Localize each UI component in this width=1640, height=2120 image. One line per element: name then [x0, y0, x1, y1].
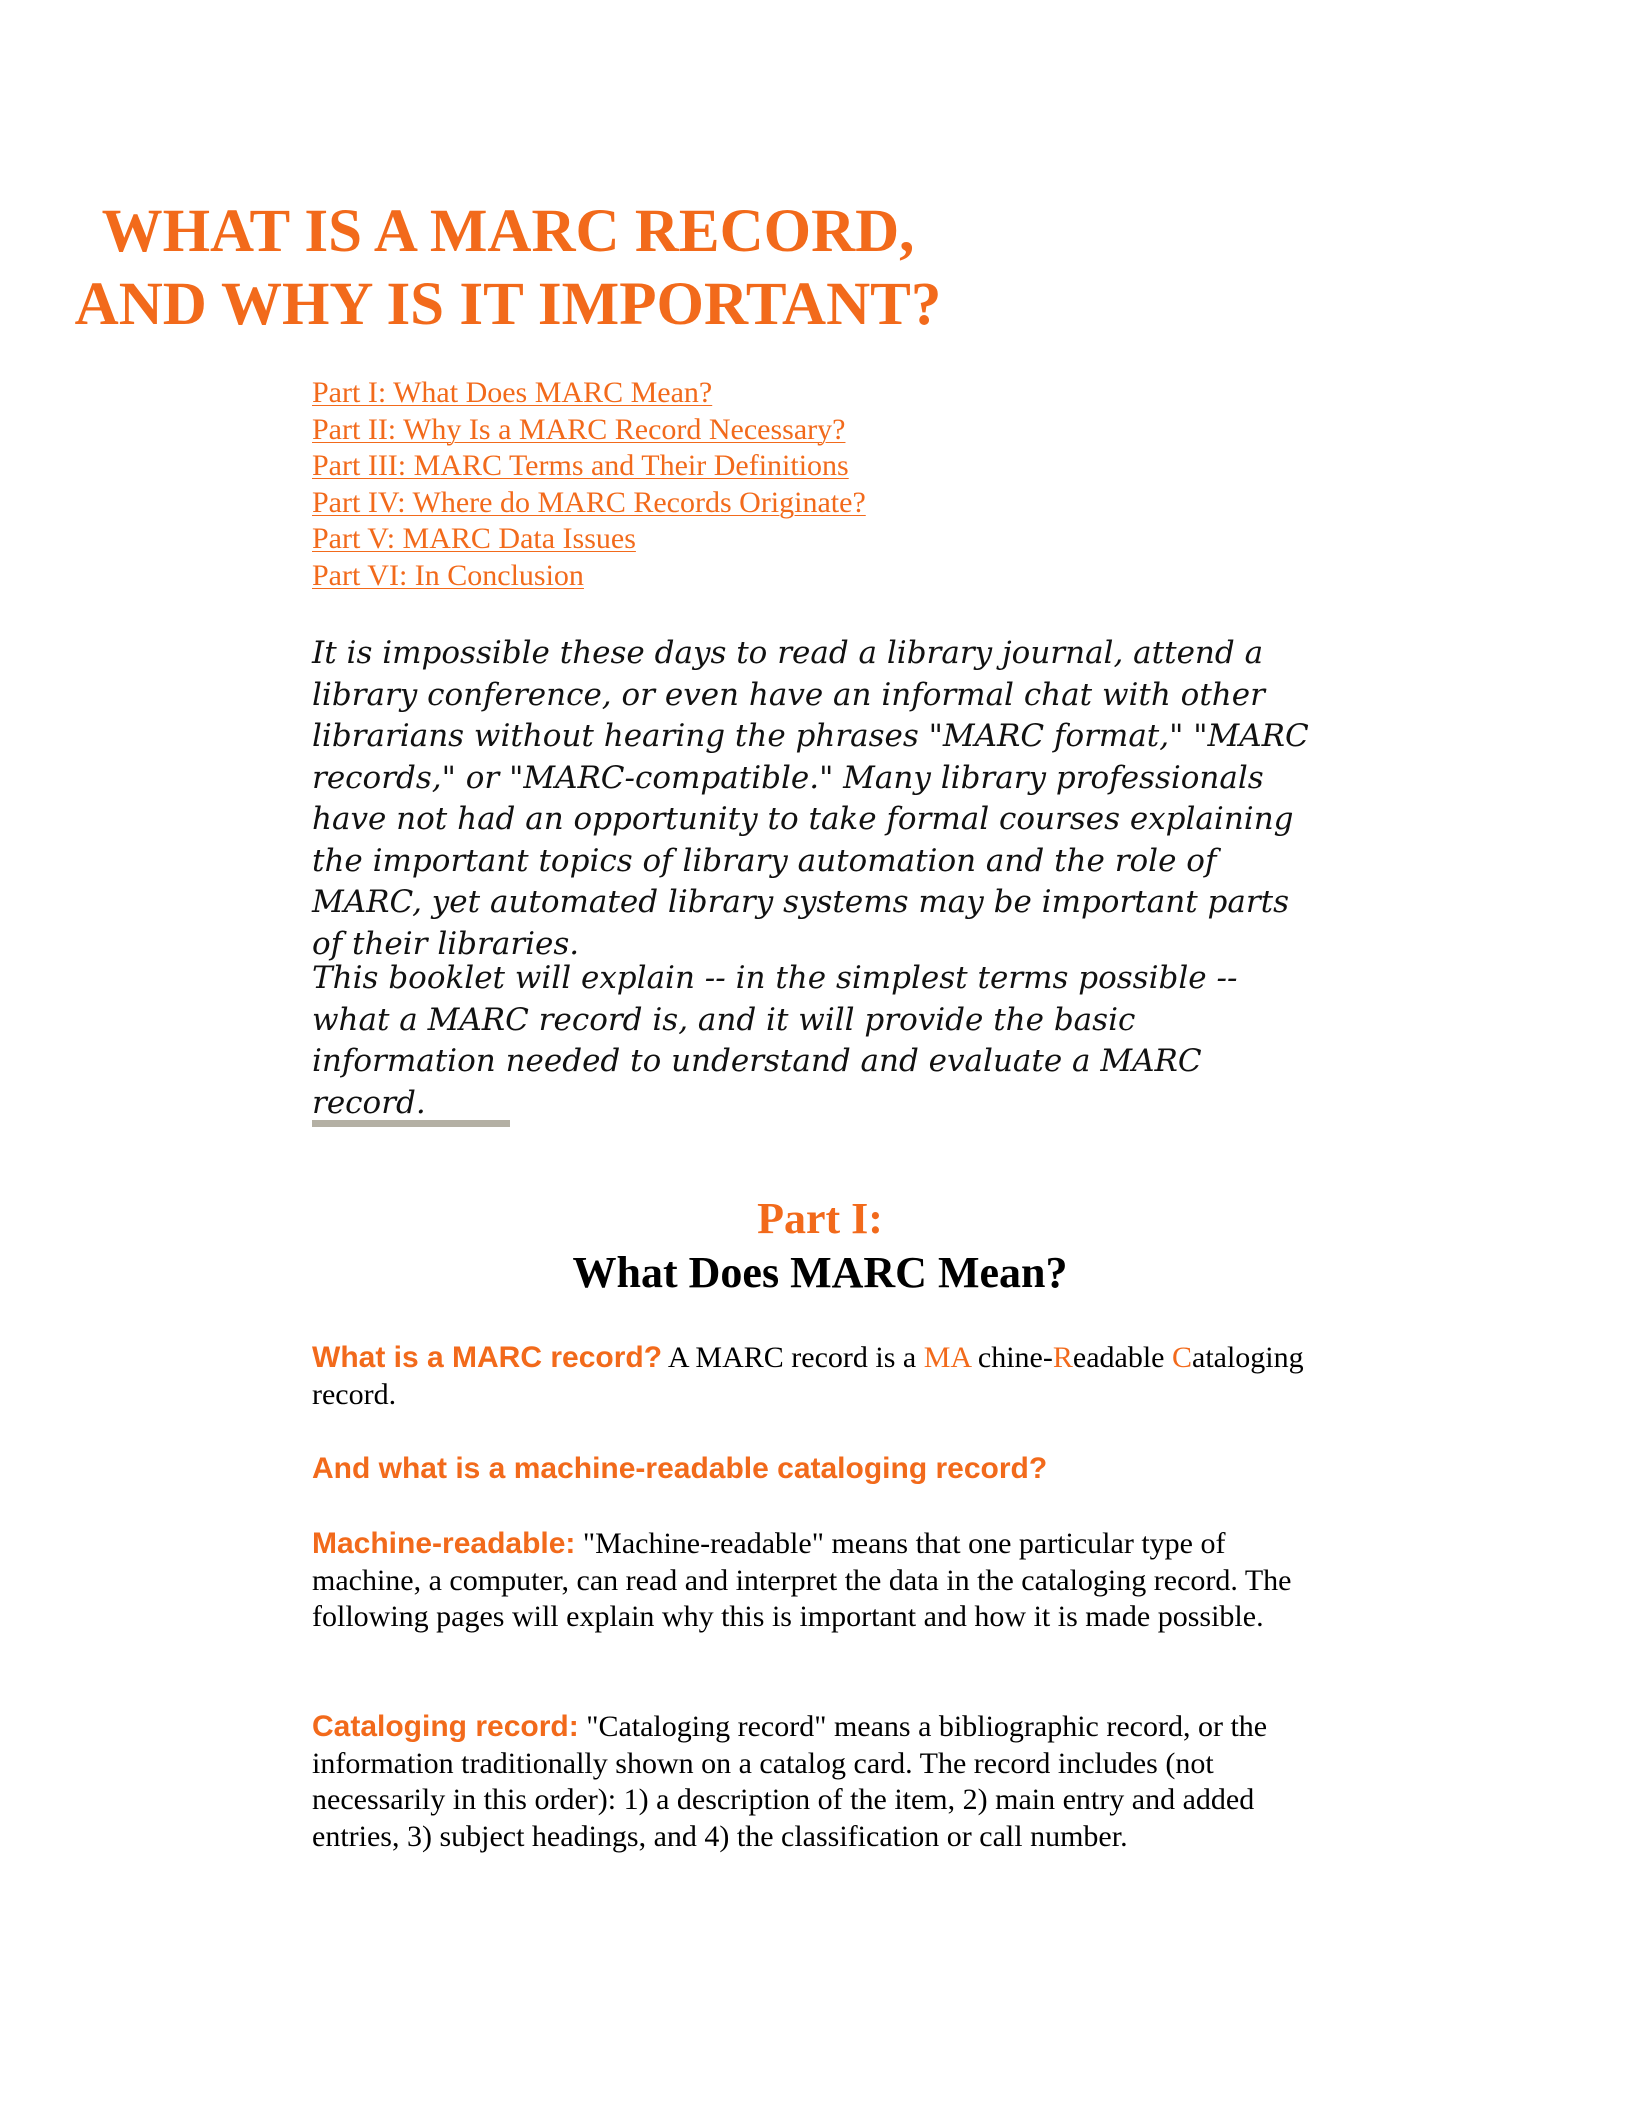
- cataloging-record-paragraph: [312, 1709, 1322, 1855]
- acronym-rest-ataloging: ataloging record.: [312, 1341, 1304, 1411]
- toc-link-part-3[interactable]: Part III: MARC Terms and Their Definitions: [312, 449, 849, 482]
- marc-definition-paragraph: [312, 1340, 1322, 1413]
- intro-paragraph-1: It is impossible these days to read a library journal, attend a library conference, or even have an informal chat with other librarians without hearing the phrases "MARC format," "MARC records," or "MARC-compatible." Many library professionals have not had an opportunity to take formal courses explaining the important topics of library automation and the role of MARC, yet automated library systems may be important parts of their libraries.: [312, 635, 1309, 962]
- cataloging-record-text: "Cataloging record" means a bibliographic record, or the information traditionally shown on a catalog card. The record includes (not necessarily in this order): 1) a description of the item, 2) main entry and added entries, 3) subject headings, and 4) the classification or call number.: [312, 1710, 1268, 1853]
- toc-link-part-4[interactable]: Part IV: Where do MARC Records Originate?: [312, 485, 866, 519]
- section-divider: [312, 1120, 510, 1127]
- acronym-letter-c: C: [1171, 1341, 1192, 1374]
- part-1-heading: [0, 1192, 1640, 1300]
- toc-item: [312, 448, 866, 485]
- part-1-name: What Does MARC Mean?: [572, 1248, 1068, 1297]
- toc-link-part-5[interactable]: Part V: MARC Data Issues: [312, 522, 636, 555]
- acronym-rest-eadable: eadable: [1072, 1341, 1172, 1374]
- part-1-number: Part I:: [757, 1194, 883, 1243]
- toc-link-part-2[interactable]: Part II: Why Is a MARC Record Necessary?: [312, 412, 846, 446]
- machine-readable-text: "Machine-readable" means that one particular type of machine, a computer, can read and interpret the data in the cataloging record. The following pages will explain why this is important and how it is made possible.: [312, 1527, 1292, 1633]
- toc-link-part-6[interactable]: Part VI: In Conclusion: [312, 558, 584, 592]
- toc-item: [312, 558, 866, 595]
- marc-question-label: What is a MARC record?: [312, 1341, 663, 1374]
- table-of-contents: [312, 375, 866, 594]
- toc-item: [312, 485, 866, 522]
- mrc-question-paragraph: [312, 1451, 1322, 1488]
- cataloging-record-label: Cataloging record:: [312, 1710, 579, 1743]
- mrc-question-label: And what is a machine-readable cataloging record?: [312, 1452, 1048, 1485]
- intro-paragraph-2: This booklet will explain -- in the simplest terms possible -- what a MARC record is, and it will provide the basic information needed to understand and evaluate a MARC record.: [312, 960, 1238, 1121]
- page-title-line-2: AND WHY IS IT IMPORTANT?: [74, 271, 942, 338]
- machine-readable-label: Machine-readable:: [312, 1527, 576, 1560]
- toc-item: [312, 412, 866, 449]
- toc-item: [312, 521, 866, 558]
- acronym-rest-chine: chine-: [970, 1341, 1053, 1374]
- acronym-letters-ma: MA: [923, 1341, 971, 1374]
- page-title-line-1: WHAT IS A MARC RECORD,: [101, 198, 915, 265]
- toc-link-part-1[interactable]: Part I: What Does MARC Mean?: [312, 376, 713, 409]
- marc-answer-text: A MARC record is a: [662, 1341, 924, 1374]
- toc-item: [312, 375, 866, 412]
- acronym-letter-r: R: [1052, 1341, 1073, 1374]
- page-title: [0, 195, 1328, 341]
- machine-readable-paragraph: [312, 1526, 1322, 1636]
